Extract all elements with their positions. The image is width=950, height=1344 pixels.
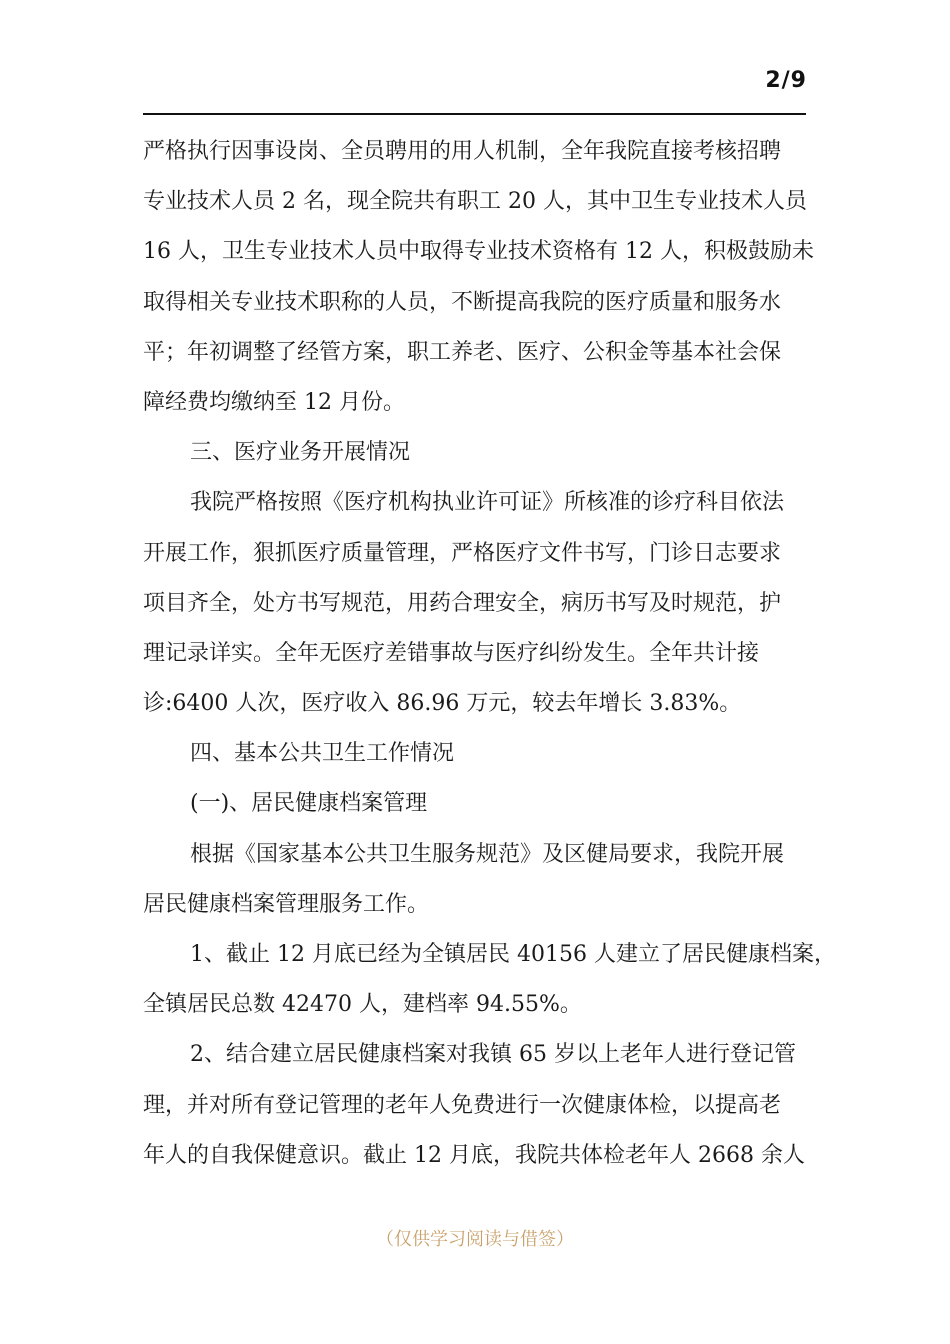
footer-note: （仅供学习阅读与借签） bbox=[376, 1229, 574, 1250]
body-line: 理记录详实。全年无医疗差错事故与医疗纠纷发生。全年共计接 bbox=[143, 640, 760, 666]
header-rule bbox=[143, 113, 806, 115]
document-body bbox=[143, 127, 836, 1181]
body-line: 平；年初调整了经管方案，职工养老、医疗、公积金等基本社会保 bbox=[143, 339, 782, 365]
body-line: 2、结合建立居民健康档案对我镇 65 岁以上老年人进行登记管 bbox=[190, 1042, 796, 1068]
page-number: 2/9 bbox=[765, 68, 807, 93]
body-line: 居民健康档案管理服务工作。 bbox=[143, 891, 430, 917]
body-line: 全镇居民总数 42470 人，建档率 94.55%。 bbox=[143, 992, 582, 1018]
body-line: 根据《国家基本公共卫生服务规范》及区健局要求，我院开展 bbox=[190, 841, 785, 867]
body-line: 理，并对所有登记管理的老年人免费进行一次健康体检，以提高老 bbox=[143, 1092, 782, 1118]
body-line: 1、截止 12 月底已经为全镇居民 40156 人建立了居民健康档案， bbox=[190, 942, 836, 967]
section-heading: 四、基本公共卫生工作情况 bbox=[190, 741, 455, 767]
body-line: 障经费均缴纳至 12 月份。 bbox=[143, 389, 405, 415]
subsection-heading: (一)、居民健康档案管理 bbox=[190, 791, 428, 817]
section-heading: 三、医疗业务开展情况 bbox=[190, 440, 411, 466]
body-line: 专业技术人员 2 名，现全院共有职工 20 人，其中卫生专业技术人员 bbox=[143, 189, 807, 215]
body-line: 我院严格按照《医疗机构执业许可证》所核准的诊疗科目依法 bbox=[190, 490, 785, 516]
body-line: 严格执行因事设岗、全员聘用的用人机制，全年我院直接考核招聘 bbox=[143, 139, 782, 164]
body-line: 开展工作，狠抓医疗质量管理，严格医疗文件书写，门诊日志要求 bbox=[143, 540, 782, 566]
body-line: 诊:6400 人次，医疗收入 86.96 万元，较去年增长 3.83%。 bbox=[143, 691, 742, 717]
body-line: 取得相关专业技术职称的人员，不断提高我院的医疗质量和服务水 bbox=[143, 289, 782, 315]
body-line: 项目齐全，处方书写规范，用药合理安全，病历书写及时规范，护 bbox=[143, 590, 782, 616]
body-line: 年人的自我保健意识。截止 12 月底，我院共体检老年人 2668 余人 bbox=[143, 1142, 805, 1168]
body-line: 16 人，卫生专业技术人员中取得专业技术资格有 12 人，积极鼓励未 bbox=[143, 239, 814, 265]
